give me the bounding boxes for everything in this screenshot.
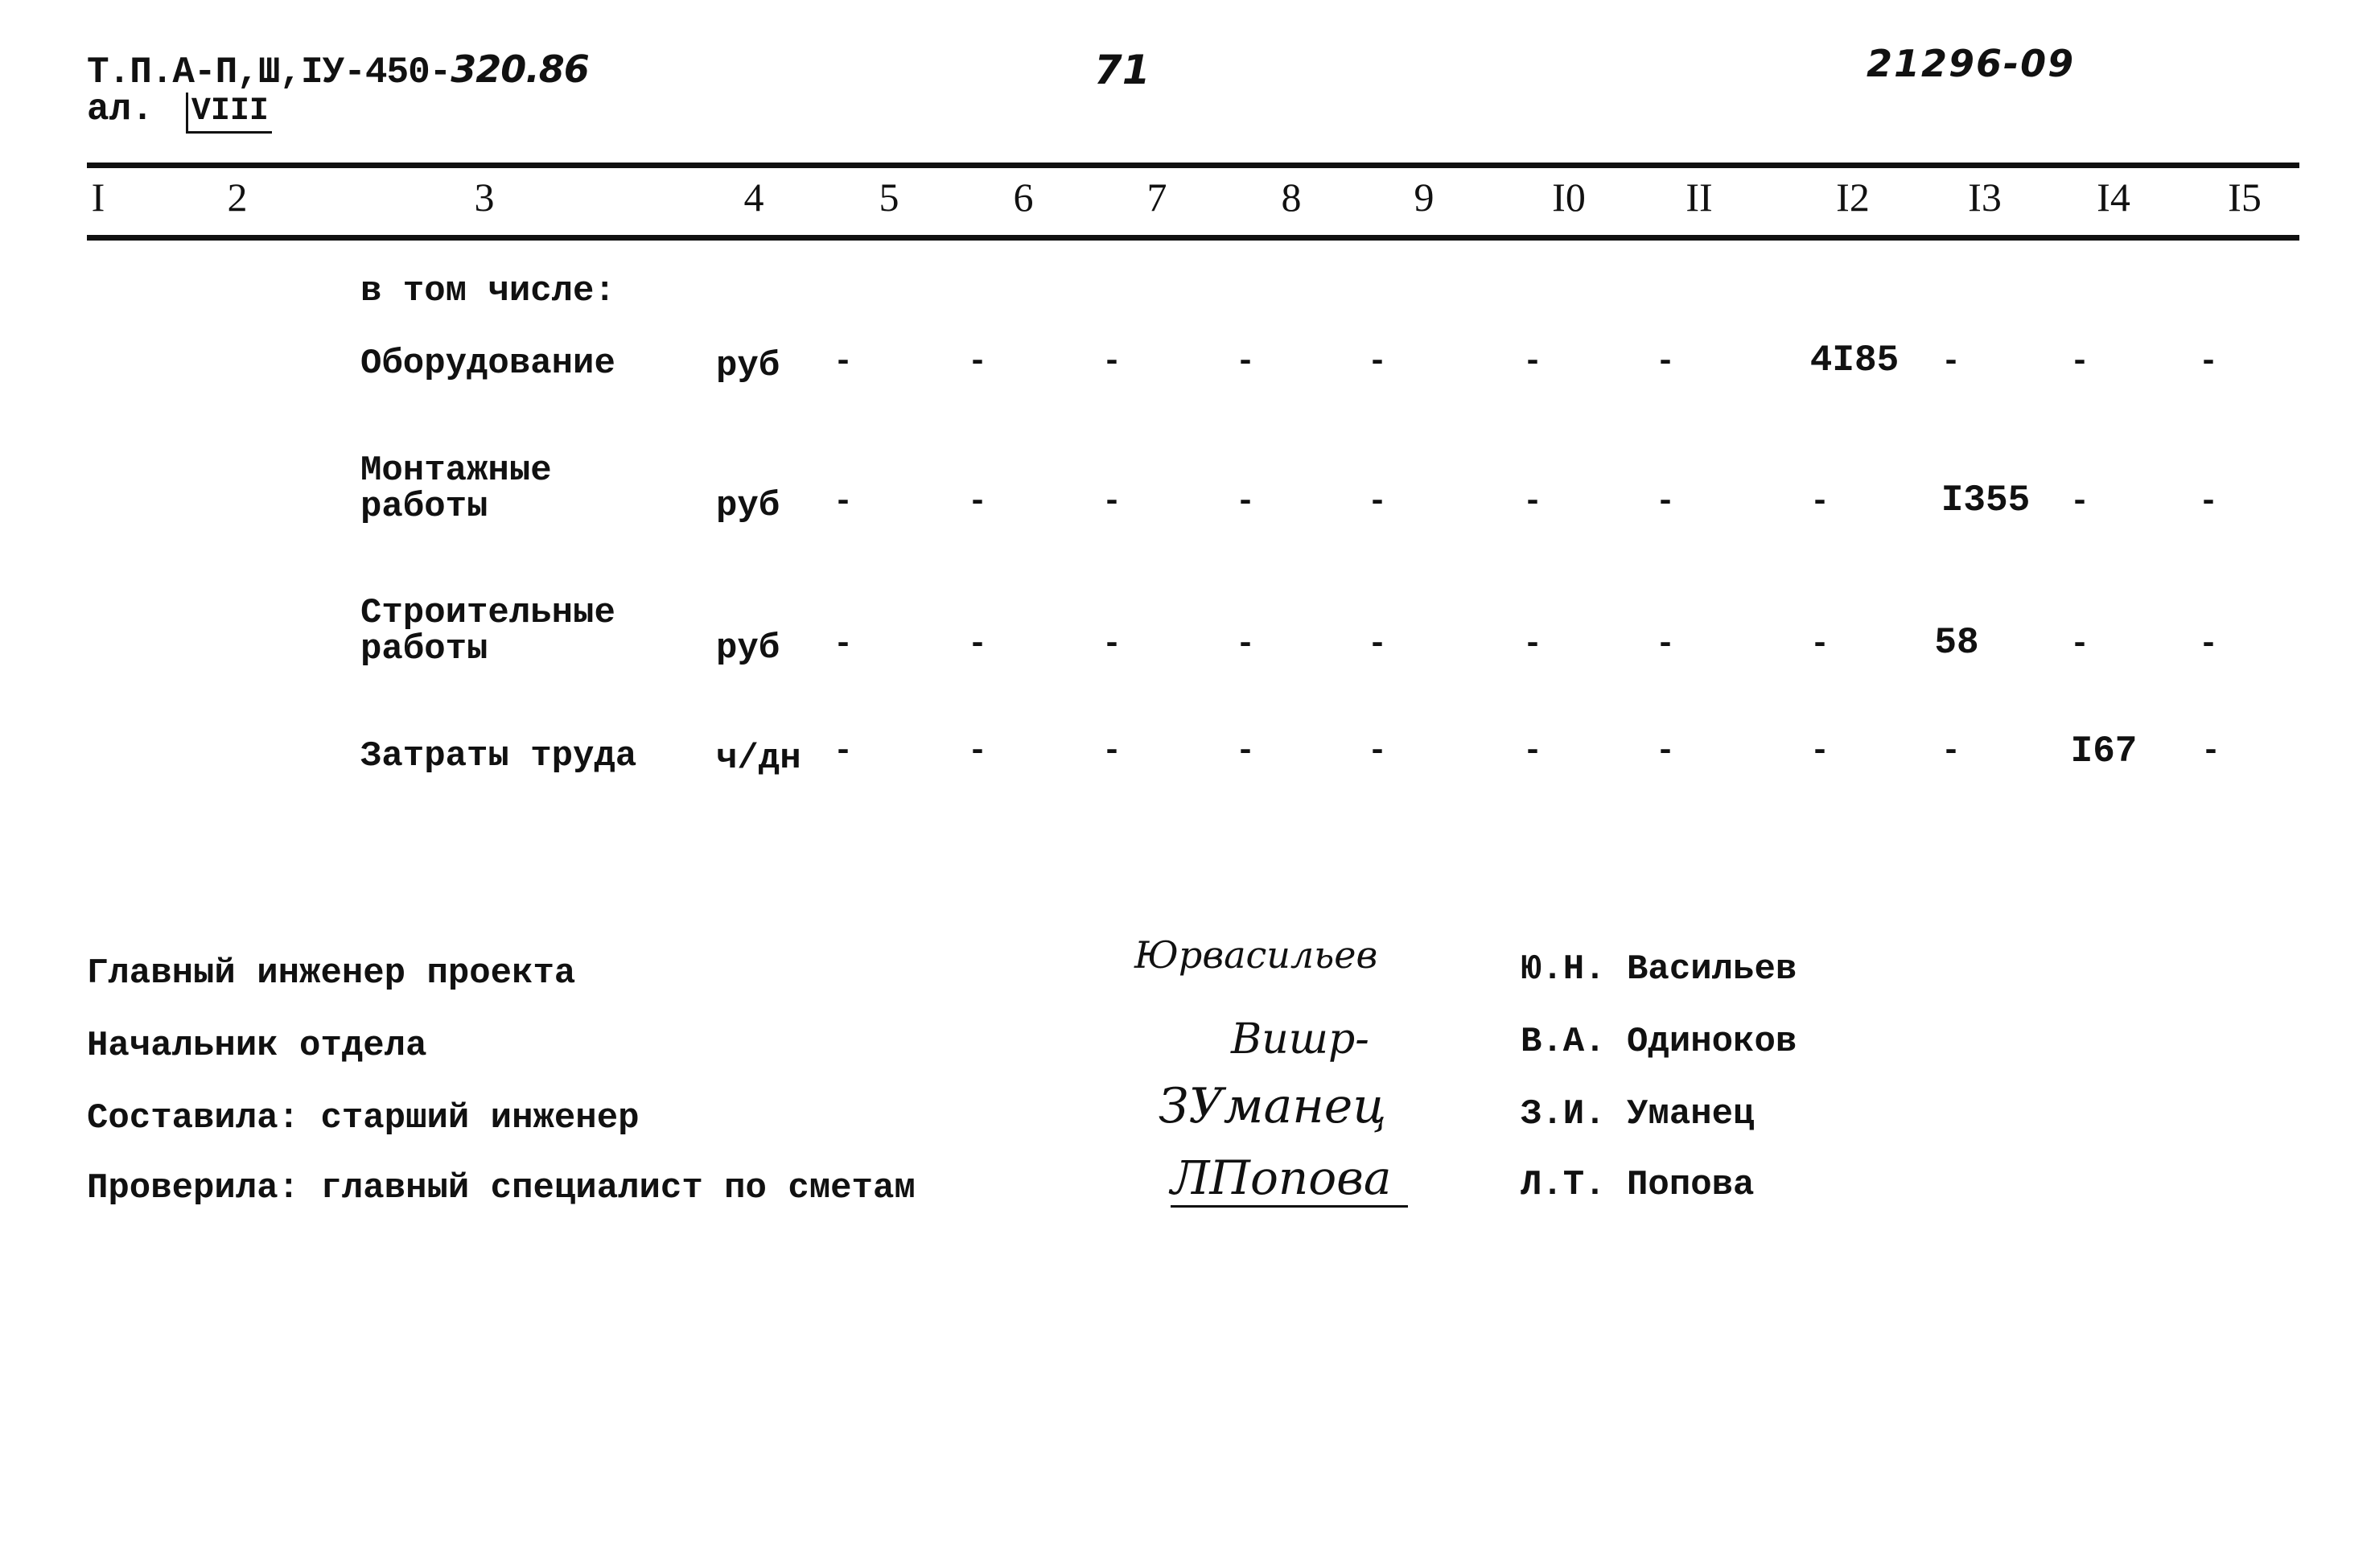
table-cell: - (1655, 627, 1676, 663)
row-label: Строительные (360, 593, 615, 633)
table-cell: - (1101, 344, 1122, 381)
table-header-bottom-rule (87, 235, 2299, 241)
table-cell: 58 (1934, 622, 1979, 664)
table-cell: - (1235, 484, 1256, 521)
table-cell: - (1235, 734, 1256, 770)
table-cell: - (833, 734, 854, 770)
column-number: 9 (1414, 175, 1434, 220)
row-label: работы (360, 629, 488, 669)
table-cell: - (2200, 734, 2221, 770)
table-cell: - (1655, 344, 1676, 381)
table-cell: - (967, 627, 988, 663)
sheet-reference (87, 90, 272, 134)
table-cell: - (1235, 344, 1256, 381)
row-unit: руб (716, 346, 780, 386)
row-unit: ч/дн (716, 739, 801, 779)
table-cell: - (1235, 627, 1256, 663)
table-cell: - (1655, 484, 1676, 521)
column-number: 7 (1146, 175, 1167, 220)
table-cell: - (1809, 484, 1830, 521)
column-number: I4 (2097, 175, 2130, 220)
column-number: I3 (1968, 175, 2002, 220)
section-label: в том числе: (360, 271, 615, 311)
table-cell: - (967, 344, 988, 381)
table-cell: - (1522, 734, 1543, 770)
column-number: I5 (2228, 175, 2262, 220)
handwritten-signature: Вишр- (1231, 1015, 1369, 1064)
signatory-role: Главный инженер проекта (87, 953, 576, 994)
table-cell: - (2198, 627, 2219, 663)
table-cell: - (1655, 734, 1676, 770)
page-number: 71 (1094, 47, 1150, 93)
table-cell: - (1809, 627, 1830, 663)
table-cell: - (1522, 484, 1543, 521)
table-cell: - (1522, 344, 1543, 381)
signatory-name: Ю.Н. Васильев (1521, 949, 1797, 990)
column-number: I0 (1552, 175, 1586, 220)
table-cell: - (833, 627, 854, 663)
row-unit: руб (716, 628, 780, 669)
sheet-label: ал. (87, 88, 154, 130)
row-label: Затраты труда (360, 736, 637, 776)
signatory-name: З.И. Уманец (1521, 1094, 1755, 1134)
column-number: 8 (1281, 175, 1302, 220)
column-number: 2 (227, 175, 248, 220)
handwritten-signature: ЗУманец (1159, 1078, 1387, 1134)
table-cell: - (1522, 627, 1543, 663)
row-label: Монтажные (360, 451, 552, 491)
signatory-name: В.А. Одиноков (1521, 1022, 1797, 1062)
column-number: 3 (474, 175, 495, 220)
column-number: 6 (1013, 175, 1034, 220)
column-number: II (1686, 175, 1713, 220)
sheet-number-stamp: VIII (186, 93, 272, 134)
table-cell: 4I85 (1809, 340, 1900, 381)
table-cell: I67 (2070, 730, 2138, 772)
table-cell: - (2198, 344, 2219, 381)
document-number: 21296-09 (1867, 42, 2076, 85)
table-cell: - (2069, 344, 2090, 381)
signatory-role: Начальник отдела (87, 1026, 427, 1066)
row-label: работы (360, 487, 488, 527)
column-number: 5 (879, 175, 899, 220)
table-cell: - (1809, 734, 1830, 770)
table-cell: - (1367, 344, 1388, 381)
table-cell: - (833, 344, 854, 381)
table-cell: - (1101, 734, 1122, 770)
signatory-name: Л.Т. Попова (1521, 1165, 1755, 1205)
handwritten-signature: Юрвасильев (1134, 933, 1378, 977)
row-unit: руб (716, 486, 780, 526)
table-cell: - (1941, 344, 1961, 381)
handwritten-signature: ЛПопова (1171, 1150, 1408, 1208)
table-cell: I355 (1941, 479, 2031, 521)
document-code-suffix: 320.86 (451, 47, 589, 91)
column-number: I2 (1836, 175, 1870, 220)
table-top-rule (87, 163, 2299, 168)
table-cell: - (2198, 484, 2219, 521)
table-cell: - (967, 484, 988, 521)
table-cell: - (1101, 627, 1122, 663)
column-number: I (91, 175, 105, 220)
document-code-prefix: Т.П.А-П,Ш,IУ-450- (87, 51, 451, 93)
table-cell: - (1101, 484, 1122, 521)
row-label: Оборудование (360, 344, 615, 384)
document-code (87, 47, 589, 93)
table-cell: - (2069, 627, 2090, 663)
table-cell: - (1941, 734, 1961, 770)
table-cell: - (1367, 734, 1388, 770)
table-cell: - (1367, 627, 1388, 663)
table-cell: - (2069, 484, 2090, 521)
column-number: 4 (743, 175, 764, 220)
table-cell: - (1367, 484, 1388, 521)
table-cell: - (967, 734, 988, 770)
signatory-role: Составила: старший инженер (87, 1098, 640, 1138)
signatory-role: Проверила: главный специалист по сметам (87, 1168, 916, 1208)
table-cell: - (833, 484, 854, 521)
